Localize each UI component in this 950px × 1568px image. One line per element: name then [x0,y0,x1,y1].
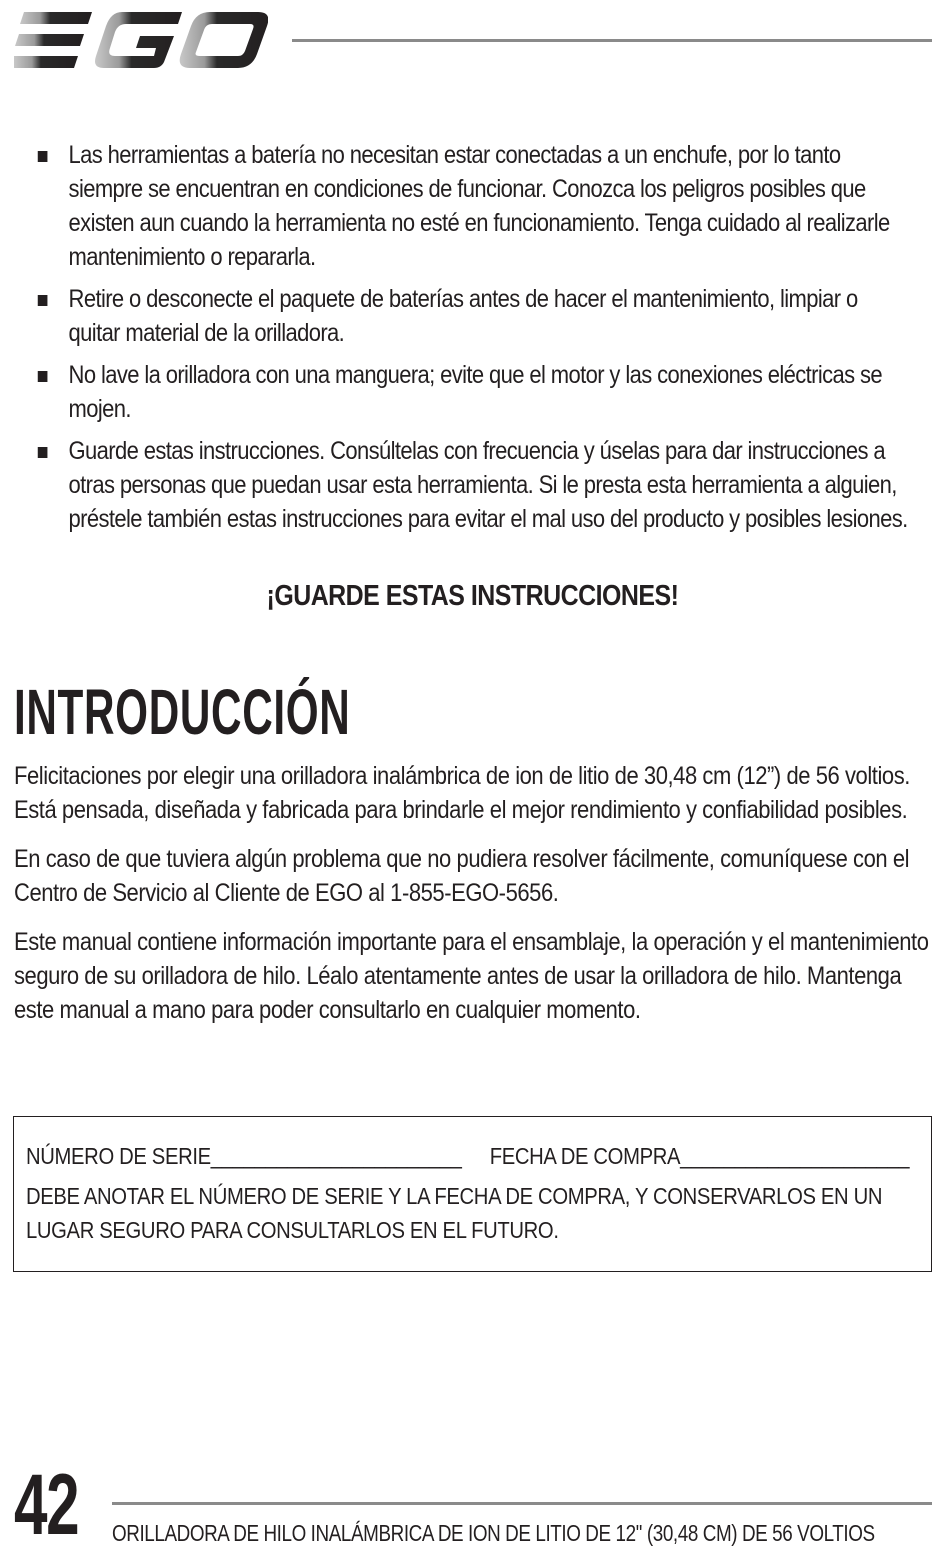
safety-bullet-list [36,138,936,544]
purchase-record-box [13,1116,932,1272]
bullet-text: Las herramientas a batería no necesitan estar conectadas a un enchufe, por lo tanto siempre se encuentran en condiciones de funcionar. Conozca los peligros posibles que existen aun cuando la herramienta no esté en funcionamiento. Tenga cuidado al realizarle mantenimiento o repararla. [68,141,890,271]
purchase-date-field: FECHA DE COMPRA_____________________ [489,1143,910,1169]
purchase-record-content [26,1139,924,1247]
list-item [36,138,913,274]
bullet-text: Retire o desconecte el paquete de baterías antes de hacer el mantenimiento, limpiar o quitar material de la orilladora. [68,285,858,347]
intro-paragraph: Felicitaciones por elegir una orilladora inalámbrica de ion de litio de 30,48 cm (12”) de 56 voltios. Está pensada, diseñada y fabricada para brindarle el mejor rendimiento y confiabilidad posibles. [14,762,910,824]
footer-product-title: ORILLADORA DE HILO INALÁMBRICA DE ION DE LITIO DE 12'' (30,48 CM) DE 56 VOLTIOS [112,1520,875,1546]
square-bullet-icon [38,295,48,306]
list-item [36,282,913,350]
save-instructions-banner [0,578,945,614]
square-bullet-icon [38,447,48,458]
serial-number-field: NÚMERO DE SERIE_______________________ [26,1143,462,1169]
bullet-text: No lave la orilladora con una manguera; evite que el motor y las conexiones eléctricas se mojen. [68,361,882,423]
square-bullet-icon [38,151,48,162]
list-item [36,434,913,536]
record-notice: DEBE ANOTAR EL NÚMERO DE SERIE Y LA FECHA DE COMPRA, Y CONSERVARLOS EN UN LUGAR SEGURO PARA CONSULTARLOS EN EL FUTURO. [26,1183,883,1243]
record-fields-row [26,1139,924,1173]
save-instructions-text: ¡GUARDE ESTAS INSTRUCCIONES! [266,580,679,612]
bullet-text: Guarde estas instrucciones. Consúltelas con frecuencia y úselas para dar instrucciones a otras personas que puedan usar esta herramienta. Si le presta esta herramienta a alguien, préstele también estas instrucciones para evitar el mal uso del producto y posibles lesiones. [68,437,908,533]
page-number: 42 [14,1457,79,1553]
list-item [36,358,913,426]
footer-rule [112,1502,932,1505]
intro-paragraph: En caso de que tuviera algún problema que no pudiera resolver fácilmente, comuníquese con el Centro de Servicio al Cliente de EGO al 1-855-EGO-5656. [14,845,910,907]
ego-logo [14,12,268,68]
introduction-body [14,759,929,1042]
page-header [0,0,950,80]
intro-paragraph: Este manual contiene información importante para el ensamblaje, la operación y el mantenimiento seguro de su orilladora de hilo. Léalo atentamente antes de usar la orilladora de hilo. Mantenga este manual a mano para poder consultarlo en cualquier momento. [14,928,929,1024]
square-bullet-icon [38,371,48,382]
header-rule [292,39,932,42]
section-title: INTRODUCCIÓN [14,676,351,748]
